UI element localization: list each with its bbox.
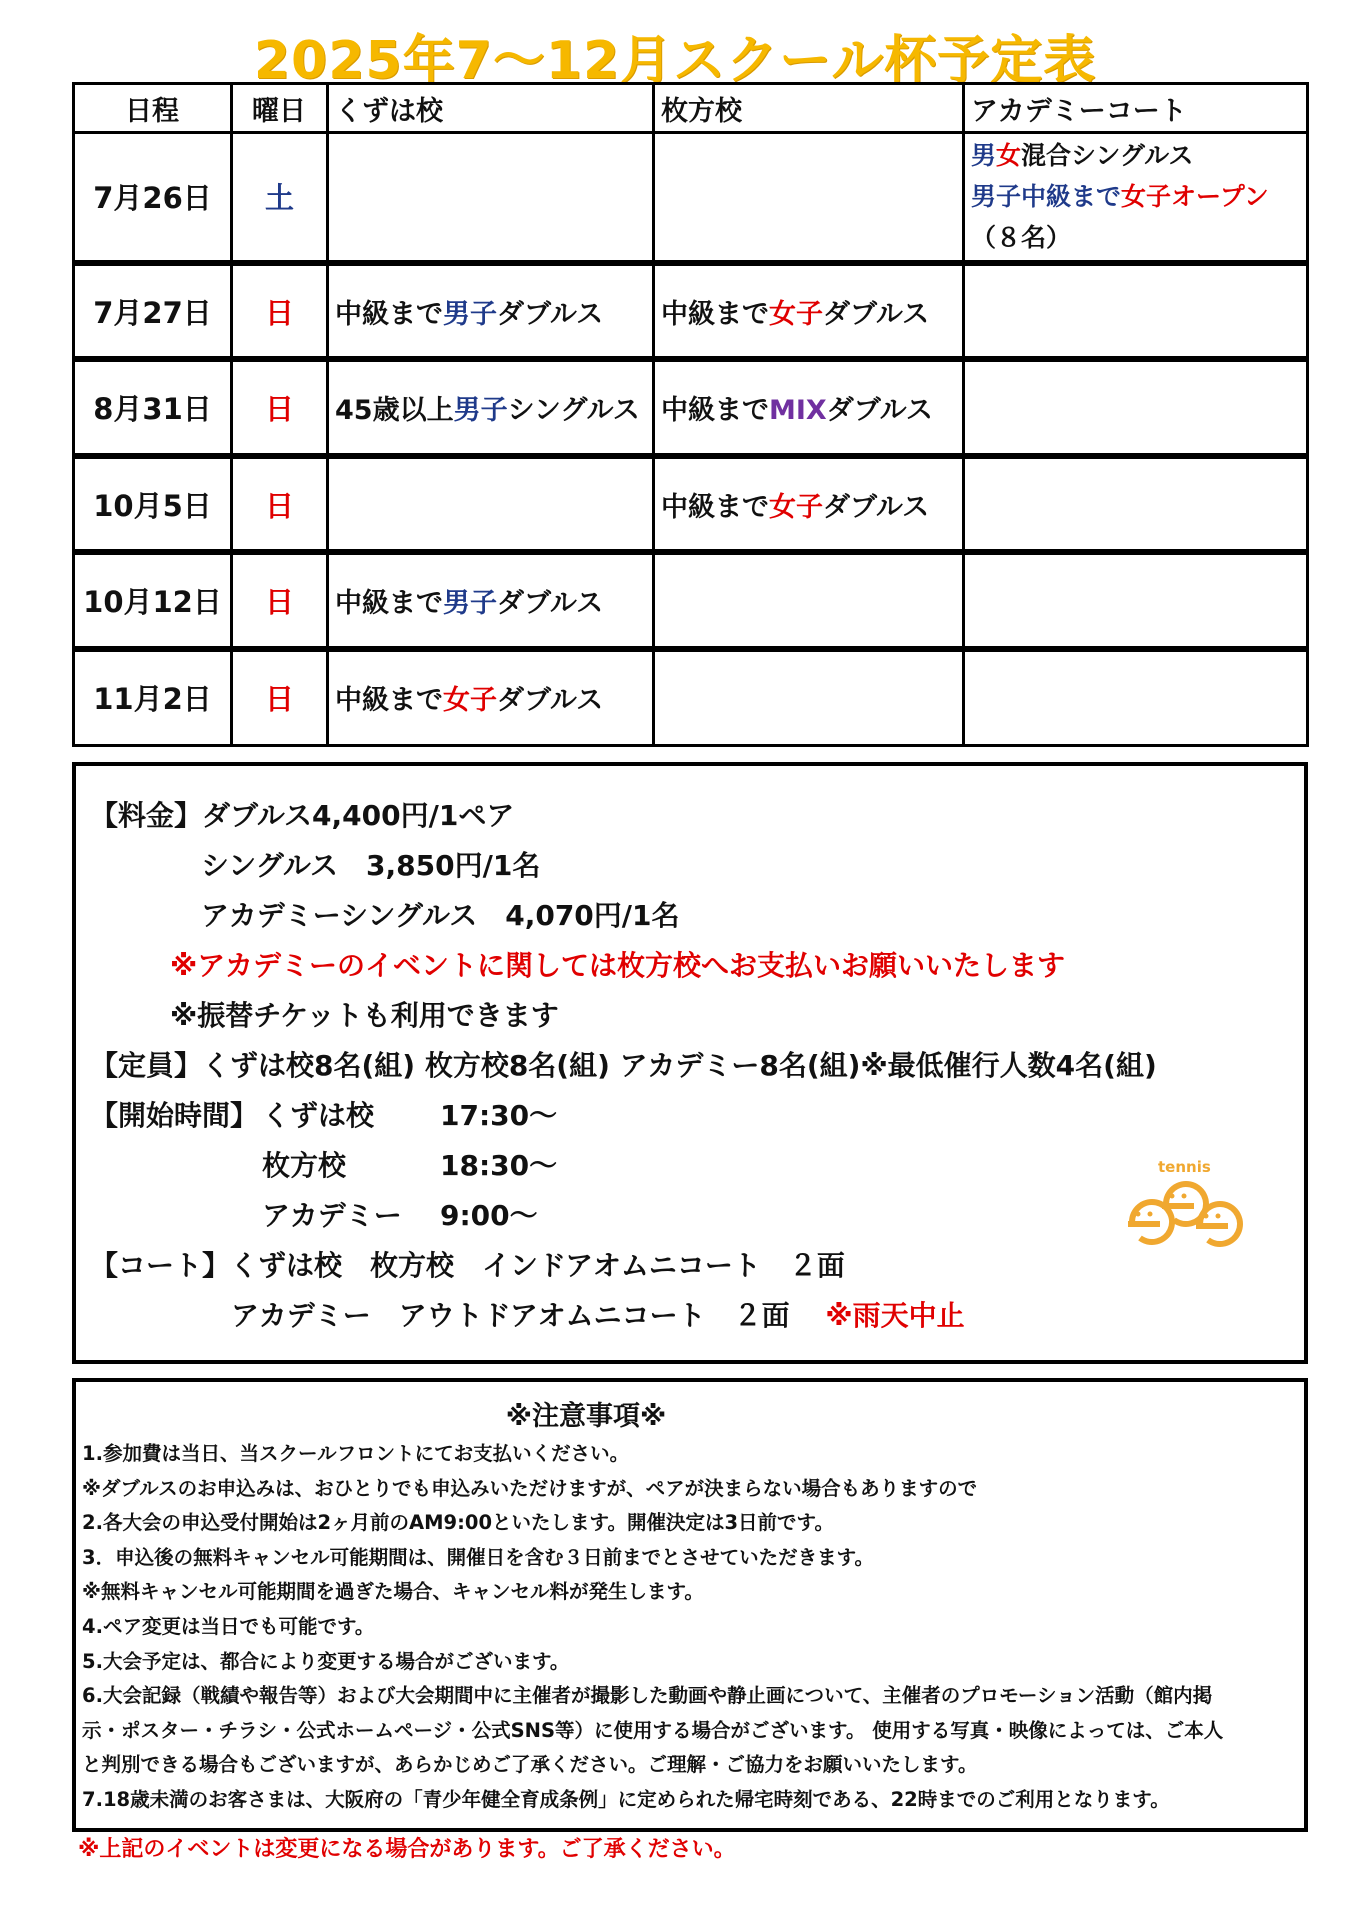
row-kuzuha-event xyxy=(328,552,654,649)
event-text-segment: 男 xyxy=(971,141,997,171)
header-academy: アカデミーコート xyxy=(964,84,1308,133)
event-text-segment: ダブルス xyxy=(826,395,933,427)
start-place-kuzuha: くずは校 xyxy=(262,1099,375,1132)
notice-line: 示・ポスター・チラシ・公式ホームページ・公式SNS等）に使用する場合がございます。 使用する写真・映像によっては、ご本人 xyxy=(82,1718,1224,1742)
row-kuzuha-event xyxy=(328,133,654,263)
notice-line: 2.各大会の申込受付開始は2ヶ月前のAM9:00といたします。開催決定は3日前です。 xyxy=(82,1511,834,1535)
event-text-segment: 混合シングルス xyxy=(1021,141,1194,171)
row-kuzuha-event xyxy=(328,359,654,456)
rain-cancel-note: ※雨天中止 xyxy=(825,1299,965,1332)
row-academy-event xyxy=(964,649,1308,746)
row-date: 10月5日 xyxy=(74,456,232,553)
event-text-segment: ダブルス xyxy=(497,298,604,330)
event-text-segment: 中級まで xyxy=(335,685,443,717)
event-text-segment: 中級まで xyxy=(335,588,443,620)
row-hirakata-event xyxy=(654,456,964,553)
ticket-note: ※振替チケットも利用できます xyxy=(170,999,559,1032)
notes-box xyxy=(72,1378,1308,1832)
start-time-kuzuha: 17:30～ xyxy=(440,1099,558,1132)
event-text-segment: 中級まで xyxy=(661,491,769,523)
event-text-segment: 45歳以上 xyxy=(335,395,454,427)
table-row xyxy=(74,359,1308,456)
row-academy-event xyxy=(964,359,1308,456)
event-text-segment: 女 xyxy=(996,141,1022,171)
notes-heading: ※注意事項※ xyxy=(505,1401,667,1432)
schedule-table xyxy=(72,82,1309,747)
event-text-segment: MIX xyxy=(769,395,827,427)
table-row xyxy=(74,133,1308,263)
event-text-segment: 中級まで xyxy=(661,298,769,330)
court-indoor: 【コート】くずは校 枚方校 インドアオムニコート ２面 xyxy=(90,1249,845,1282)
event-text-segment: 男子 xyxy=(443,298,497,330)
table-header-row xyxy=(74,84,1308,133)
event-text-segment: ダブルス xyxy=(497,588,604,620)
row-academy-event xyxy=(964,456,1308,553)
table-row xyxy=(74,456,1308,553)
footer-note: ※上記のイベントは変更になる場合があります。ご了承ください。 xyxy=(78,1837,736,1862)
header-dow: 曜日 xyxy=(232,84,328,133)
fee-academy-singles: アカデミーシングルス 4,070円/1名 xyxy=(201,899,680,932)
table-row xyxy=(74,649,1308,746)
event-text-segment: 女子 xyxy=(769,298,823,330)
row-kuzuha-event xyxy=(328,649,654,746)
tennis-egg-logo-icon xyxy=(1122,1152,1250,1262)
row-day-of-week: 日 xyxy=(232,359,328,456)
notice-line: 5.大会予定は、都合により変更する場合がございます。 xyxy=(82,1649,570,1673)
court-outdoor xyxy=(231,1294,965,1334)
event-text-segment: ダブルス xyxy=(497,685,604,717)
notice-line: 1.参加費は当日、当スクールフロントにてお支払いください。 xyxy=(82,1442,630,1465)
row-day-of-week: 日 xyxy=(232,263,328,360)
row-kuzuha-event xyxy=(328,456,654,553)
fee-singles: シングルス 3,850円/1名 xyxy=(201,849,541,882)
start-time-label: 【開始時間】 xyxy=(90,1099,259,1132)
start-time-hirakata: 18:30～ xyxy=(440,1149,558,1182)
row-date: 10月12日 xyxy=(74,552,232,649)
row-day-of-week: 日 xyxy=(232,456,328,553)
event-text-segment: ダブルス xyxy=(823,491,930,523)
academy-event-line xyxy=(971,135,1305,176)
fee-doubles: 【料金】ダブルス4,400円/1ペア xyxy=(90,799,515,832)
header-date: 日程 xyxy=(74,84,232,133)
event-text-segment: 男子 xyxy=(443,588,497,620)
row-hirakata-event xyxy=(654,133,964,263)
row-date: 8月31日 xyxy=(74,359,232,456)
notice-line: ※ダブルスのお申込みは、おひとりでも申込みいただけますが、ペアが決まらない場合もありますので xyxy=(82,1476,978,1500)
event-text-segment: 女子 xyxy=(769,491,823,523)
start-place-hirakata: 枚方校 xyxy=(262,1149,347,1182)
notice-line: 7.18歳未満のお客さまは、大阪府の「青少年健全育成条例」に定められた帰宅時刻である、22時までのご利用となります。 xyxy=(82,1788,1170,1811)
event-text-segment: 男子 xyxy=(971,182,1022,212)
capacity: 【定員】くずは校8名(組) 枚方校8名(組) アカデミー8名(組)※最低催行人数4名(組) xyxy=(90,1049,1157,1082)
row-hirakata-event xyxy=(654,552,964,649)
row-hirakata-event xyxy=(654,263,964,360)
row-hirakata-event xyxy=(654,649,964,746)
notice-line: 3．申込後の無料キャンセル可能期間は、開催日を含む３日前までとさせていただきます。 xyxy=(82,1545,875,1569)
logo-text: tennis xyxy=(1158,1158,1211,1176)
row-hirakata-event xyxy=(654,359,964,456)
schedule-body xyxy=(74,133,1308,746)
event-text-segment: オープン xyxy=(1171,182,1269,212)
table-row xyxy=(74,263,1308,360)
court-outdoor-text: アカデミー アウトドアオムニコート ２面 xyxy=(231,1299,790,1332)
notice-line: 4.ペア変更は当日でも可能です。 xyxy=(82,1615,375,1638)
row-academy-event xyxy=(964,133,1308,263)
row-academy-event xyxy=(964,552,1308,649)
academy-event-line xyxy=(971,217,1305,258)
header-hirakata: 枚方校 xyxy=(654,84,964,133)
event-text-segment: （８名） xyxy=(971,223,1072,253)
table-row xyxy=(74,552,1308,649)
start-time-academy: 9:00～ xyxy=(440,1199,538,1232)
event-text-segment: 中級まで xyxy=(1021,182,1122,212)
row-day-of-week: 土 xyxy=(232,133,328,263)
event-text-segment: ダブルス xyxy=(823,298,930,330)
row-academy-event xyxy=(964,263,1308,360)
info-box xyxy=(72,762,1308,1364)
row-day-of-week: 日 xyxy=(232,649,328,746)
header-kuzuha: くずは校 xyxy=(328,84,654,133)
notice-line: と判別できる場合もございますが、あらかじめご了承ください。ご理解・ご協力をお願いいたします。 xyxy=(82,1753,978,1777)
start-place-academy: アカデミー xyxy=(262,1199,402,1232)
event-text-segment: シングルス xyxy=(507,395,640,427)
row-kuzuha-event xyxy=(328,263,654,360)
event-text-segment: 女子 xyxy=(443,685,497,717)
page-title: 2025年7～12月スクール杯予定表 xyxy=(253,31,1097,91)
row-date: 7月26日 xyxy=(74,133,232,263)
academy-event-line xyxy=(971,176,1305,217)
notice-line: 6.大会記録（戦績や報告等）および大会期間中に主催者が撮影した動画や静止画について、主催者のプロモーション活動（館内掲 xyxy=(82,1684,1213,1708)
row-date: 7月27日 xyxy=(74,263,232,360)
fee-academy-note: ※アカデミーのイベントに関しては枚方校へお支払いお願いいたします xyxy=(170,949,1065,982)
row-date: 11月2日 xyxy=(74,649,232,746)
event-text-segment: 女子 xyxy=(1121,182,1172,212)
event-text-segment: 中級まで xyxy=(661,395,769,427)
row-day-of-week: 日 xyxy=(232,552,328,649)
event-text-segment: 男子 xyxy=(453,395,508,427)
event-text-segment: 中級まで xyxy=(335,298,443,330)
notice-line: ※無料キャンセル可能期間を過ぎた場合、キャンセル料が発生します。 xyxy=(82,1580,704,1604)
